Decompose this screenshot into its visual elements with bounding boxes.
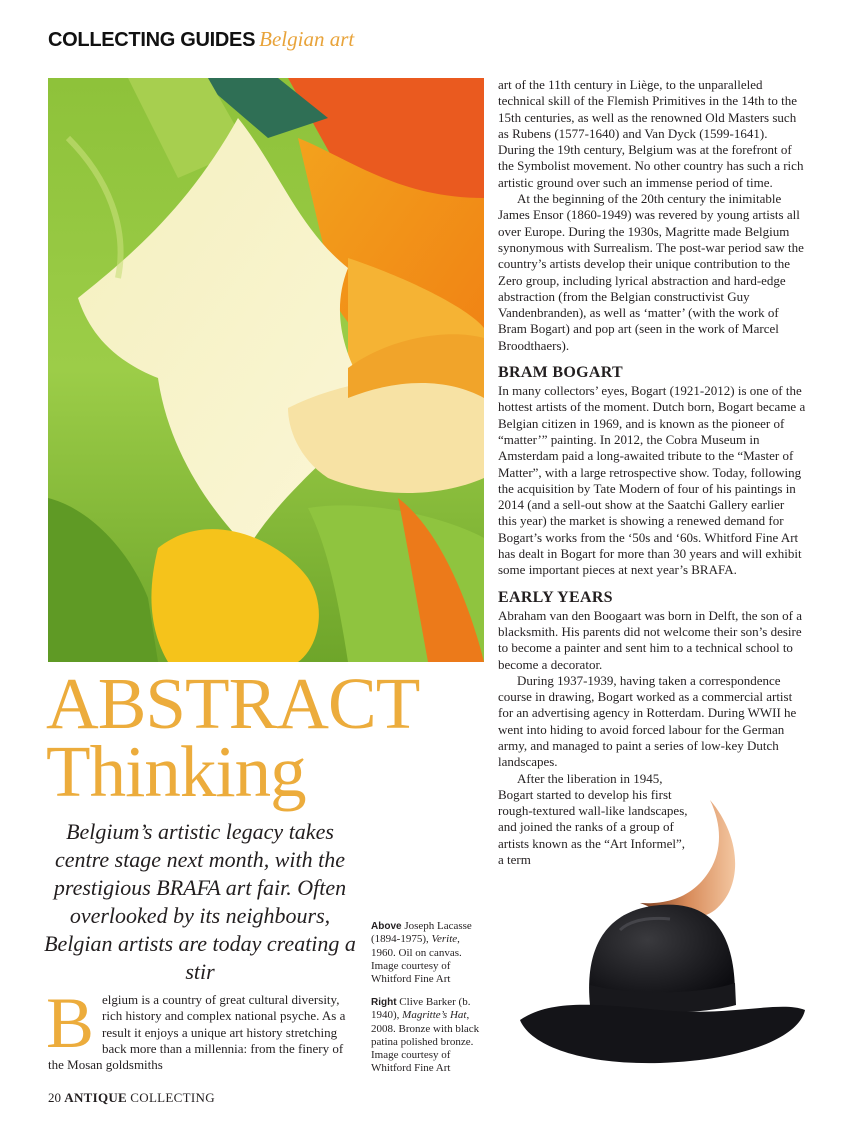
- caption-label: Right: [371, 997, 397, 1008]
- page-number: 20: [48, 1090, 61, 1105]
- article-column-2: [498, 77, 806, 868]
- body-paragraph: After the liberation in 1945, Bogart started to develop his first rough-textured wall-like landscapes, and joined the ranks of a group of artists known as the “Art Informel”, a term: [498, 770, 688, 868]
- caption-label: Above: [371, 921, 402, 932]
- section-header: [48, 27, 354, 52]
- headline-line-2: Thinking: [46, 731, 306, 812]
- subheading-early-years: EARLY YEARS: [498, 588, 613, 606]
- article-headline: [46, 663, 420, 812]
- caption-right: Right Clive Barker (b. 1940), Magritte’s Hat, 2008. Bronze with black patina polished bronze. Image courtesy of Whitford Fine Art: [371, 996, 480, 1075]
- painting-image-verite: [48, 78, 484, 662]
- standfirst: Belgium’s artistic legacy takes centre stage next month, with the prestigious BRAFA art fair. Often overlooked by its neighbours, Belgian artists are today creating a stir: [44, 819, 356, 984]
- body-paragraph: During 1937-1939, having taken a correspondence course in drawing, Bogart worked as a commercial artist for an advertising agency in Rotterdam. During WWII he went into hiding to avoid forced labour for the German army, and managed to paint a series of low-key Dutch landscapes.: [498, 672, 797, 770]
- section-title: COLLECTING GUIDES: [48, 29, 256, 51]
- subheading-bram-bogart: BRAM BOGART: [498, 364, 623, 382]
- headline-line-1: ABSTRACT: [46, 663, 420, 744]
- intro-paragraph: Belgium is a country of great cultural diversity, rich history and complex national psyche. As a result it enjoys a unique art history stretching back more than a millennia: from the finery of the Mosan goldsmiths: [46, 983, 346, 1073]
- magazine-name: COLLECTING: [130, 1090, 215, 1105]
- caption-above: Above Joseph Lacasse (1894-1975), Verite, 1960. Oil on canvas. Image courtesy of Whitford Fine Art: [371, 920, 472, 986]
- sculpture-image-magrittes-hat: [510, 795, 810, 1085]
- body-paragraph: Abraham van den Boogaart was born in Delft, the son of a blacksmith. His parents did not welcome their son’s desire to become a painter and sent him to a technical school to become a decorator.: [498, 607, 802, 672]
- drop-cap: B: [46, 983, 95, 1063]
- magazine-name-bold: ANTIQUE: [64, 1090, 128, 1105]
- body-paragraph: art of the 11th century in Liège, to the unparalleled technical skill of the Flemish Primitives in the 14th to the 15th centuries, as well as the renowned Old Masters such as Rubens (1577-1640) and Van Dyck (1599-1641). During the 19th century, Belgium was at the forefront of the Symbolist movement. No other country has such a rich artistic ground over such an immense period of time.: [498, 77, 804, 190]
- section-subtitle: Belgian art: [259, 27, 355, 51]
- page-footer: [48, 1090, 215, 1106]
- body-paragraph: At the beginning of the 20th century the inimitable James Ensor (1860-1949) was revered by young artists all over Europe. During the 1930s, Magritte made Belgium synonymous with Surrealism. The post-war period saw the country’s artists develop their unique contribution to the Zero group, including lyrical abstraction and hard-edge abstraction (from the Belgian constructivist Guy Vandenbranden), as well as ‘matter’ (with the work of Bram Bogart) and pop art (seen in the work of Marcel Broodthaers).: [498, 191, 804, 353]
- body-paragraph: In many collectors’ eyes, Bogart (1921-2012) is one of the hottest artists of the moment. Dutch born, Bogart became a Belgian citizen in 1969, and is known as the pioneer of “matter’” painting. In 2012, the Cobra Museum in Amsterdam paid a long-awaited tribute to the “Master of Matter”, with a large retrospective show. Today, following the acquisition by Tate Modern of four of his paintings in 2014 (and a sell-out show at the Saatchi Gallery earlier this year) the market is showing a renewed demand for Bogart’s works from the ‘50s and ‘60s. Whitford Fine Art has dealt in Bogart for more than 30 years and will exhibit some important pieces at next year’s BRAFA.: [498, 383, 806, 578]
